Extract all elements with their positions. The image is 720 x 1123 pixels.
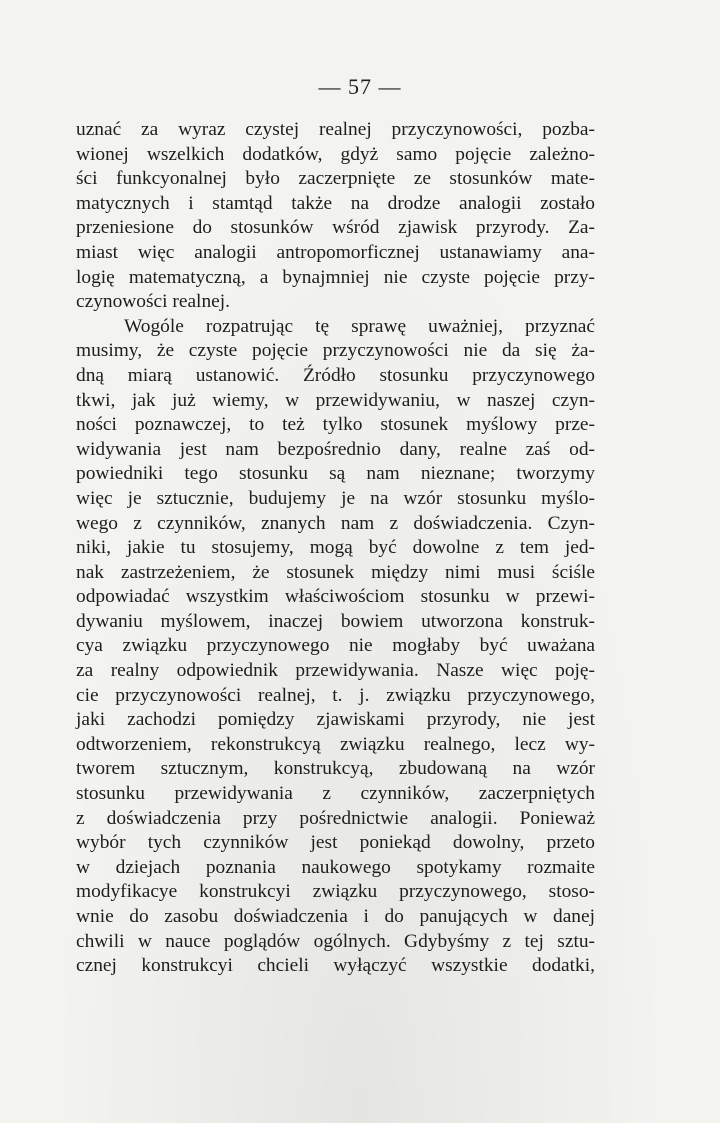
text-line: w dziejach poznania naukowego spotykamy rozmaite <box>76 856 595 878</box>
text-line: nak zastrzeżeniem, że stosunek między nimi musi ściśle <box>76 561 595 583</box>
page-number: — 57 — <box>318 74 402 99</box>
text-line: niki, jakie tu stosujemy, mogą być dowolne z tem jed- <box>76 537 595 559</box>
text-line: cie przyczynowości realnej, t. j. związku przyczynowego, <box>76 684 595 706</box>
text-line: cznej konstrukcyi chcieli wyłączyć wszystkie dodatki, <box>76 955 595 977</box>
text-line: ności poznawczej, to też tylko stosunek myślowy prze- <box>76 414 595 436</box>
text-line: przeniesione do stosunków wśród zjawisk przyrody. Za- <box>76 217 595 239</box>
text-line: cya związku przyczynowego nie mogłaby być uważana <box>76 635 595 657</box>
text-line: stosunku przewidywania z czynników, zaczerpniętych <box>76 783 595 805</box>
text-line: tworem sztucznym, konstrukcyą, zbudowaną na wzór <box>76 758 595 780</box>
text-line: wnie do zasobu doświadczenia i do panujących w danej <box>76 906 595 927</box>
text-line: modyfikacye konstrukcyi związku przyczynowego, stoso- <box>76 881 595 903</box>
text-line: tkwi, jak już wiemy, w przewidywaniu, w naszej czyn- <box>76 389 595 411</box>
text-line: czynowości realnej. <box>76 291 230 313</box>
text-line: powiedniki tego stosunku są nam nieznane; tworzymy <box>76 463 595 485</box>
text-line: miast więc analogii antropomorficznej ustanawiamy ana- <box>76 241 595 263</box>
text-line: ści funkcyonalnej było zaczerpnięte ze stosunków mate- <box>76 168 595 190</box>
text-line: chwili w nauce poglądów ogólnych. Gdybyśmy z tej sztu- <box>76 930 595 952</box>
text-line: wego z czynników, znanych nam z doświadczenia. Czyn- <box>76 512 595 534</box>
paragraph-first-line: Wogóle rozpatrując tę sprawę uważniej, przyznać <box>124 315 595 337</box>
text-line: odtworzeniem, rekonstrukcyą związku realnego, lecz wy- <box>76 733 595 755</box>
text-line: matycznych i stamtąd także na drodze analogii zostało <box>76 192 595 214</box>
text-line: odpowiadać wszystkim właściwościom stosunku w przewi- <box>76 586 595 608</box>
text-line: za realny odpowiednik przewidywania. Nasze więc poję- <box>76 660 595 682</box>
text-line: wionej wszelkich dodatków, gdyż samo pojęcie zależno- <box>76 143 595 165</box>
text-line: widywania jest nam bezpośrednio dany, realne zaś od- <box>76 438 595 460</box>
text-line: więc je sztucznie, budujemy je na wzór stosunku myślo- <box>76 487 595 509</box>
text-line: uznać za wyraz czystej realnej przyczynowości, pozba- <box>76 119 595 140</box>
text-line: musimy, że czyste pojęcie przyczynowości nie da się ża- <box>76 340 595 362</box>
text-line: logię matematyczną, a bynajmniej nie czyste pojęcie przy- <box>76 266 595 288</box>
text-line: jaki zachodzi pomiędzy zjawiskami przyrody, nie jest <box>76 709 595 731</box>
body-text <box>76 118 595 979</box>
text-line: z doświadczenia przy pośrednictwie analogii. Ponieważ <box>76 807 595 829</box>
text-line: dywaniu myślowem, inaczej bowiem utworzona konstruk- <box>76 610 595 632</box>
text-line: wybór tych czynników jest poniekąd dowolny, przeto <box>76 832 595 854</box>
text-line: dną miarą ustanowić. Źródło stosunku przyczynowego <box>76 364 595 386</box>
